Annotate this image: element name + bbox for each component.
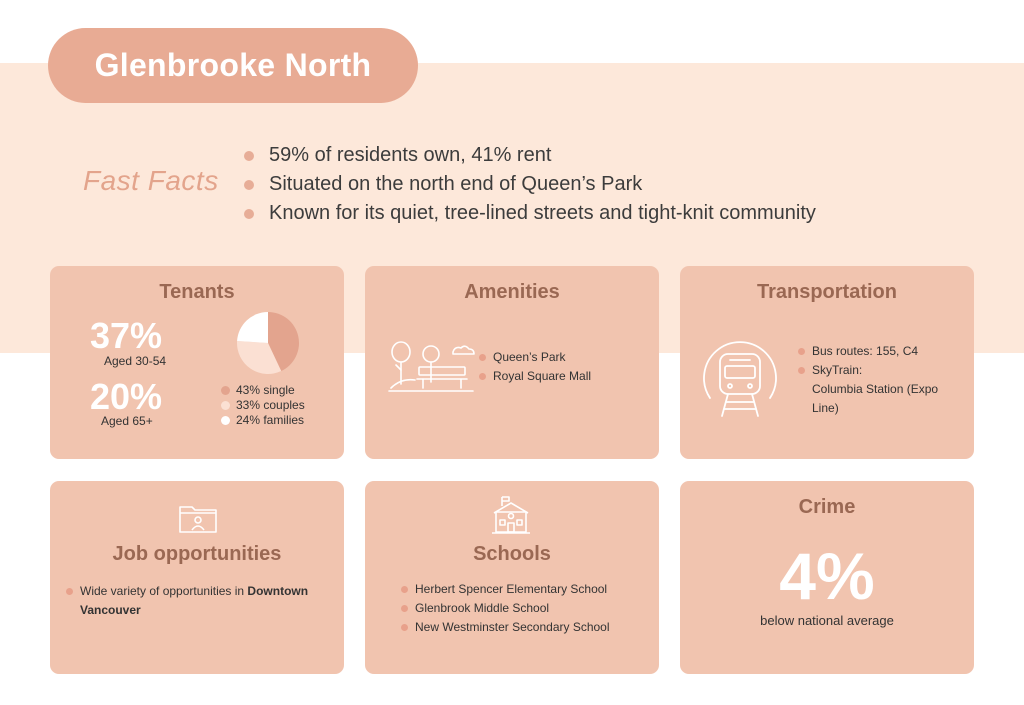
skytrain-detail: Columbia Station (Expo Line) bbox=[812, 382, 939, 415]
transportation-card bbox=[680, 266, 974, 459]
transportation-list bbox=[798, 342, 918, 380]
transportation-title: Transportation bbox=[756, 281, 897, 303]
legend-item-families bbox=[221, 413, 305, 428]
legend-swatch bbox=[221, 416, 230, 425]
legend-label: 33% couples bbox=[236, 398, 305, 412]
legend-label: 43% single bbox=[236, 383, 295, 397]
transport-item: SkyTrain: bbox=[798, 361, 918, 380]
tenants-title: Tenants bbox=[159, 281, 235, 303]
jobs-card bbox=[50, 481, 344, 674]
jobs-title: Job opportunities bbox=[112, 543, 282, 565]
schools-title: Schools bbox=[473, 543, 551, 565]
school-icon bbox=[490, 495, 532, 540]
tenants-pie-chart bbox=[236, 311, 300, 375]
schools-card bbox=[365, 481, 659, 674]
legend-swatch bbox=[221, 401, 230, 410]
school-item: New Westminster Secondary School bbox=[401, 618, 610, 637]
schools-list bbox=[401, 580, 610, 637]
tenants-stat2-label: Aged 65+ bbox=[101, 414, 153, 428]
crime-label: below national average bbox=[760, 613, 894, 628]
pie-slice-2 bbox=[237, 312, 268, 343]
page-title: Glenbrooke North bbox=[48, 28, 418, 103]
tenants-legend bbox=[221, 383, 305, 428]
job-item bbox=[66, 582, 336, 620]
crime-card bbox=[680, 481, 974, 674]
tenants-stat1-value: 37% bbox=[90, 315, 163, 356]
fast-fact-item: Known for its quiet, tree-lined streets and tight-knit community bbox=[244, 199, 816, 228]
jobs-list bbox=[66, 582, 336, 620]
legend-label: 24% families bbox=[236, 413, 305, 427]
legend-swatch bbox=[221, 386, 230, 395]
tenants-card bbox=[50, 266, 344, 459]
amenities-list bbox=[479, 348, 591, 386]
legend-item-single bbox=[221, 383, 305, 398]
legend-item-couples bbox=[221, 398, 305, 413]
fast-fact-item: Situated on the north end of Queen’s Park bbox=[244, 170, 816, 199]
transport-item: Bus routes: 155, C4 bbox=[798, 342, 918, 361]
tenants-stat1-label: Aged 30-54 bbox=[104, 354, 167, 368]
tenants-stat2-value: 20% bbox=[90, 376, 163, 417]
briefcase-icon bbox=[178, 501, 218, 540]
fast-facts-label: Fast Facts bbox=[83, 165, 219, 196]
amenity-item: Royal Square Mall bbox=[479, 367, 591, 386]
school-item: Herbert Spencer Elementary School bbox=[401, 580, 610, 599]
amenities-card bbox=[365, 266, 659, 459]
fast-facts-list bbox=[244, 141, 816, 228]
crime-value: 4% bbox=[779, 539, 875, 613]
amenity-item: Queen’s Park bbox=[479, 348, 591, 367]
job-item-text: Wide variety of opportunities in bbox=[80, 584, 248, 598]
job-item-location: Downtown Vancouver bbox=[80, 584, 309, 617]
train-icon bbox=[698, 336, 782, 425]
fast-fact-item: 59% of residents own, 41% rent bbox=[244, 141, 816, 170]
crime-title: Crime bbox=[798, 496, 856, 518]
school-item: Glenbrook Middle School bbox=[401, 599, 610, 618]
park-icon bbox=[387, 336, 475, 401]
amenities-title: Amenities bbox=[464, 281, 560, 303]
